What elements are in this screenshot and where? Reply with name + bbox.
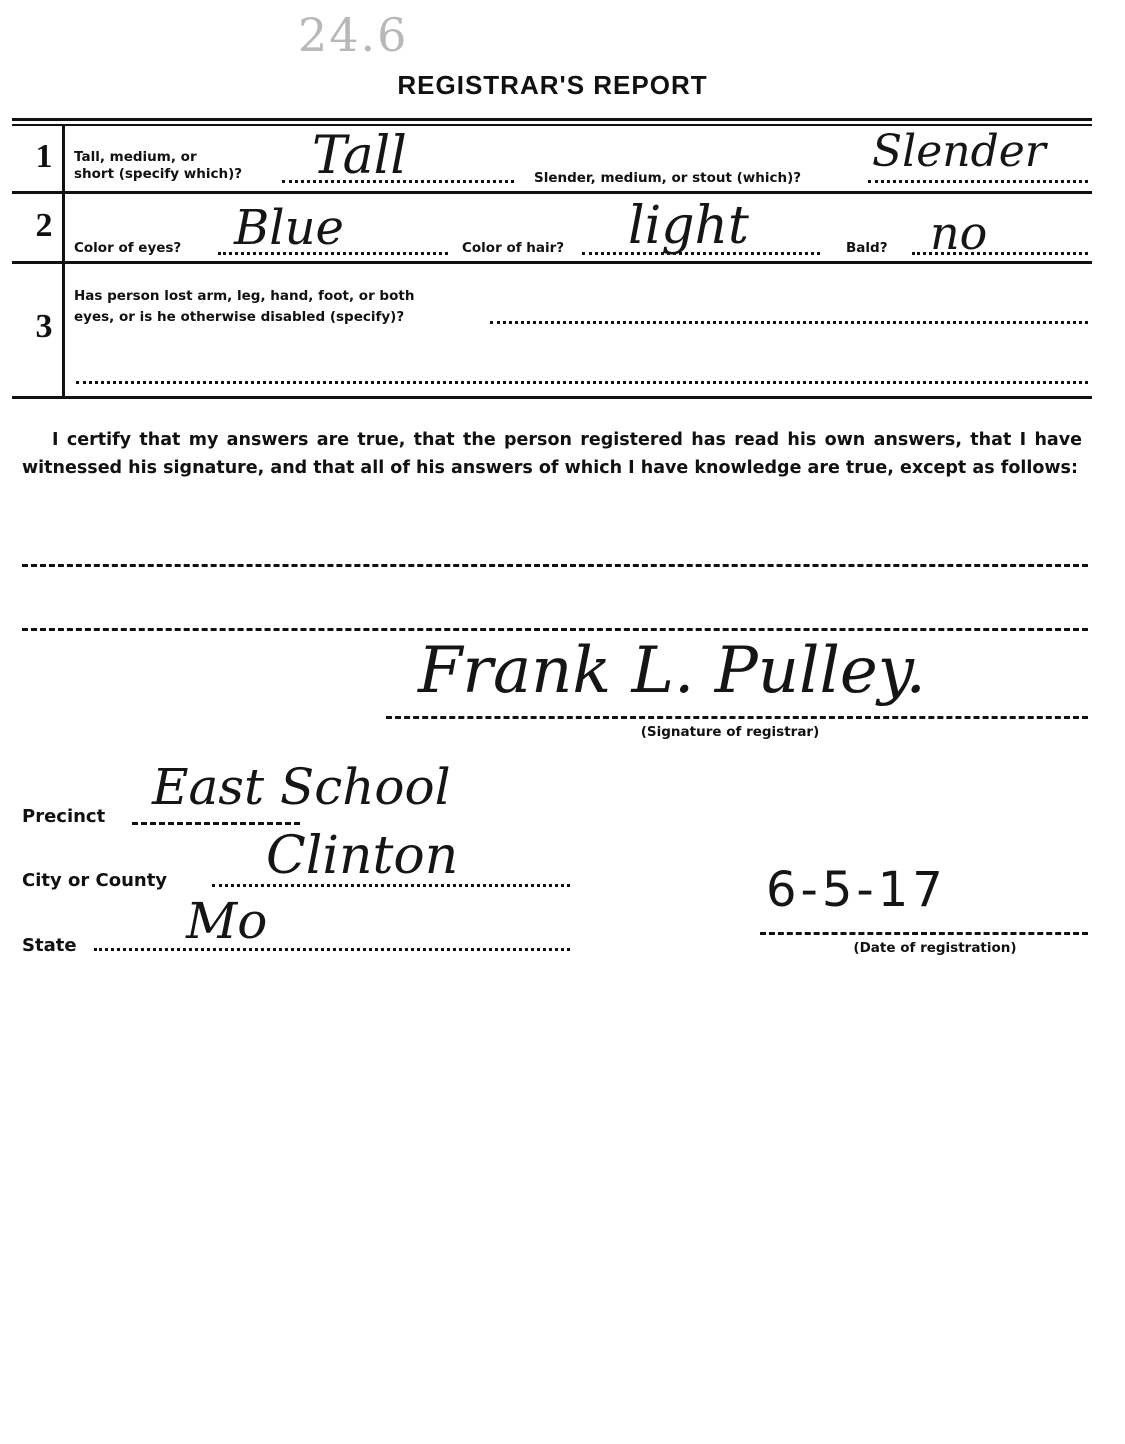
- eyes-value: Blue: [234, 200, 344, 256]
- build-label: Slender, medium, or stout (which)?: [534, 170, 802, 186]
- date-field-line: [760, 932, 1088, 935]
- hair-label: Color of hair?: [462, 240, 565, 256]
- disabled-field-line-2: [76, 381, 1088, 384]
- signature-line: [386, 716, 1088, 719]
- precinct-value: East School: [152, 758, 451, 816]
- build-field-line: [868, 180, 1088, 183]
- date-caption: (Date of registration): [853, 940, 1017, 956]
- hair-value: light: [628, 196, 749, 256]
- table-row-divider-1: [12, 191, 1092, 194]
- disabled-field-line-1: [490, 321, 1088, 324]
- bald-value: no: [930, 206, 988, 260]
- precinct-label: Precinct: [22, 806, 106, 827]
- exceptions-line-1: [22, 564, 1088, 567]
- row-number-3: 3: [35, 308, 53, 345]
- certification-text: I certify that my answers are true, that the person registered has read his own answers, that I have witnessed his signature, and that all of his answers of which I have knowledge are true, except as follows:: [22, 430, 1082, 478]
- page-title: REGISTRAR'S REPORT: [397, 70, 708, 100]
- city-county-value: Clinton: [266, 826, 459, 886]
- exceptions-line-2: [22, 628, 1088, 631]
- state-value: Mo: [186, 892, 268, 950]
- table-row-divider-2: [12, 261, 1092, 264]
- registration-date-value: 6-5-17: [766, 862, 947, 918]
- row-number-2: 2: [35, 207, 53, 244]
- state-label: State: [22, 935, 77, 956]
- city-county-label: City or County: [22, 870, 168, 891]
- disabled-label-line-2: eyes, or is he otherwise disabled (specify)?: [74, 309, 405, 325]
- table-top-rule: [12, 118, 1092, 121]
- eyes-label: Color of eyes?: [74, 240, 182, 256]
- precinct-field-line: [132, 822, 300, 825]
- height-label-line-2: short (specify which)?: [74, 166, 243, 182]
- registrar-signature: Frank L. Pulley.: [418, 634, 926, 708]
- table-bottom-rule: [12, 396, 1092, 399]
- signature-caption: (Signature of registrar): [640, 724, 820, 740]
- disabled-label-line-1: Has person lost arm, leg, hand, foot, or both: [74, 288, 415, 304]
- bald-label: Bald?: [846, 240, 888, 256]
- build-value: Slender: [872, 126, 1046, 177]
- height-label-line-1: Tall, medium, or: [74, 149, 197, 165]
- height-value: Tall: [312, 126, 407, 186]
- state-field-line: [94, 948, 570, 951]
- row-number-1: 1: [35, 138, 53, 175]
- pencil-card-number: 24.6: [298, 8, 409, 62]
